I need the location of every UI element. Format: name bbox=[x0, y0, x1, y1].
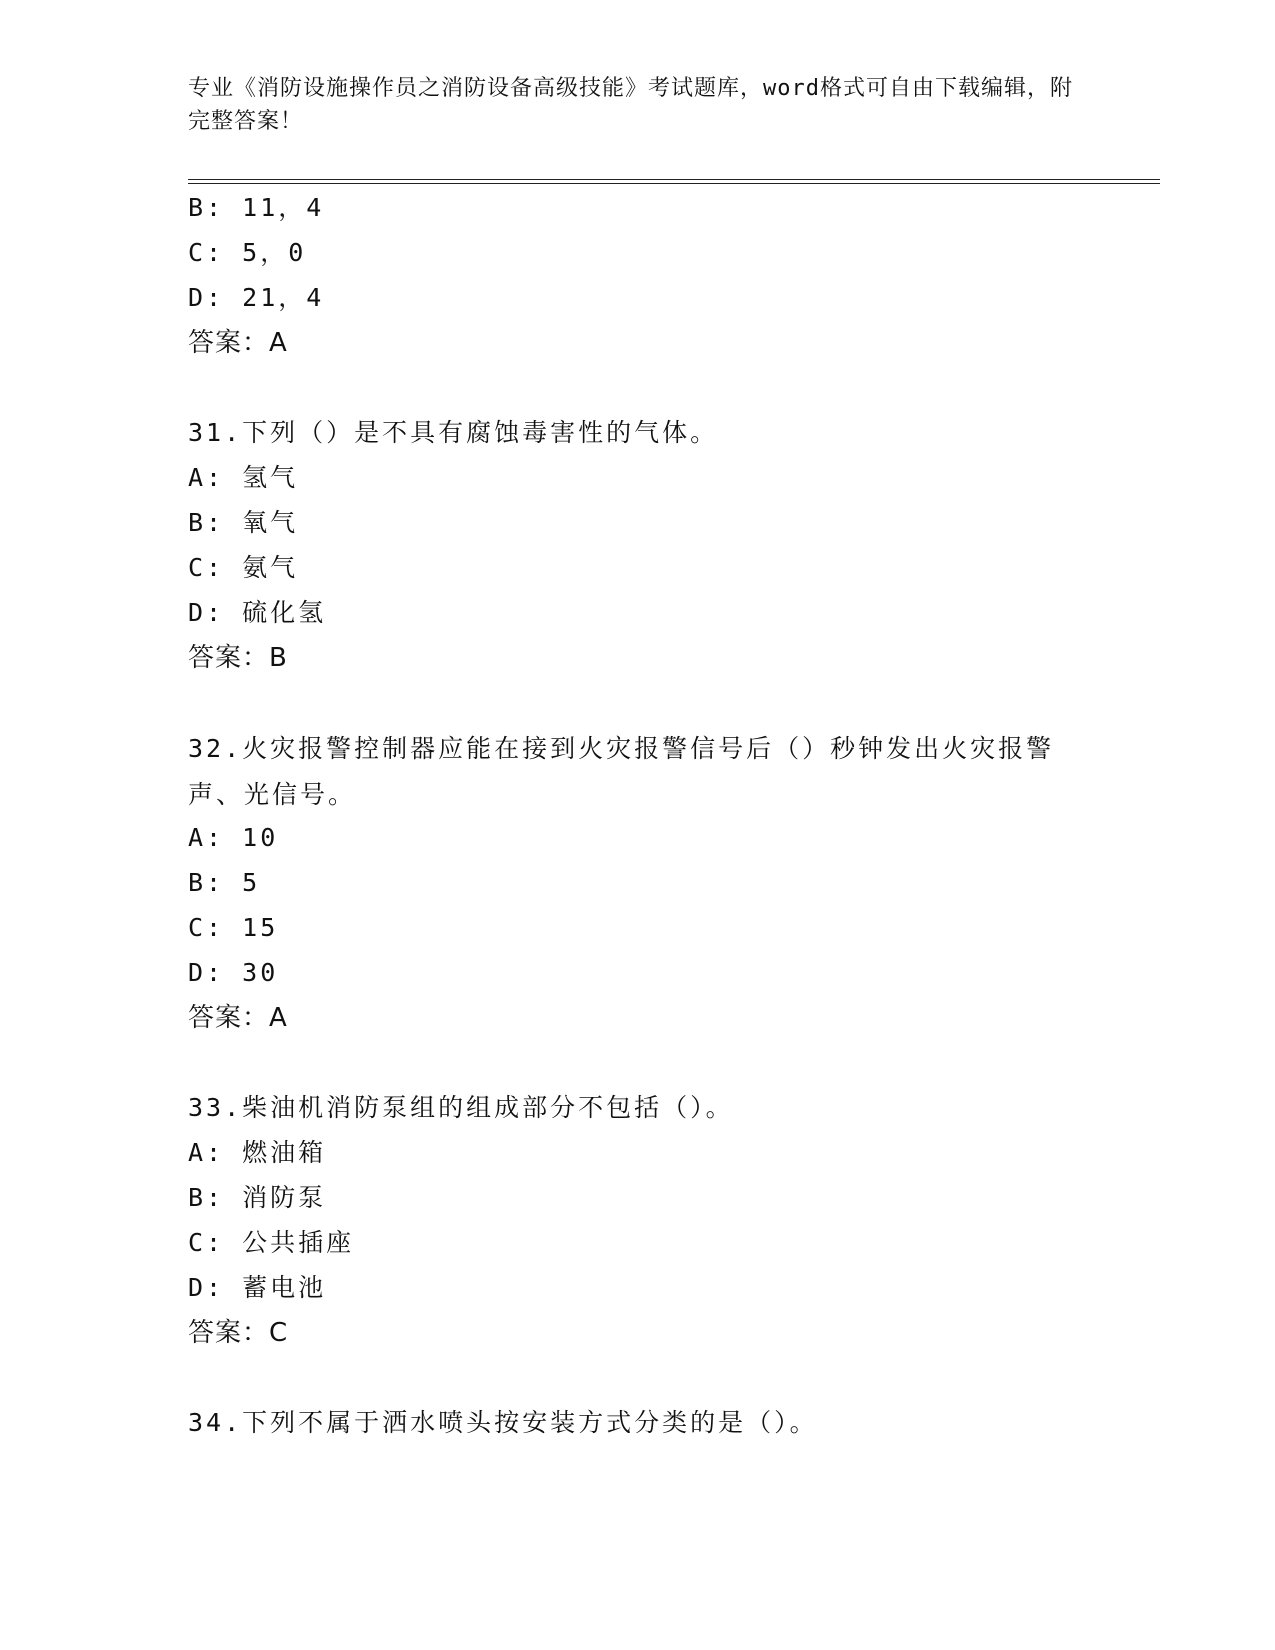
header-divider-bottom bbox=[188, 183, 1160, 184]
question-34-stem: 34.下列不属于洒水喷头按安装方式分类的是（）。 bbox=[188, 1408, 818, 1437]
prev-answer: 答案：A bbox=[188, 328, 288, 358]
question-33-option-c: C: 公共插座 bbox=[188, 1228, 355, 1257]
header-divider-top bbox=[188, 179, 1160, 180]
question-31-stem: 31.下列（）是不具有腐蚀毒害性的气体。 bbox=[188, 418, 719, 447]
question-32-option-d: D: 30 bbox=[188, 958, 279, 987]
question-31-option-c: C: 氨气 bbox=[188, 553, 299, 582]
question-31-option-d: D: 硫化氢 bbox=[188, 598, 327, 627]
question-33-answer: 答案：C bbox=[188, 1318, 289, 1348]
question-31-option-b: B: 氧气 bbox=[188, 508, 299, 537]
question-32-stem: 32.火灾报警控制器应能在接到火灾报警信号后（）秒钟发出火灾报警声、光信号。 bbox=[188, 734, 1055, 809]
question-33-option-d: D: 蓄电池 bbox=[188, 1273, 327, 1302]
question-31-answer: 答案：B bbox=[188, 643, 288, 673]
question-33-option-b: B: 消防泵 bbox=[188, 1183, 327, 1212]
question-33-option-a: A: 燃油箱 bbox=[188, 1138, 327, 1167]
prev-option-d: D: 21，4 bbox=[188, 283, 325, 312]
question-31-option-a: A: 氢气 bbox=[188, 463, 299, 492]
question-32-option-c: C: 15 bbox=[188, 913, 279, 942]
prev-option-b: B: 11，4 bbox=[188, 193, 325, 222]
question-32-answer: 答案：A bbox=[188, 1003, 288, 1033]
question-32-option-b: B: 5 bbox=[188, 868, 261, 897]
document-header: 专业《消防设施操作员之消防设备高级技能》考试题库，word格式可自由下载编辑，附完整答案！ bbox=[188, 76, 1073, 134]
question-33-stem: 33.柴油机消防泵组的组成部分不包括（）。 bbox=[188, 1093, 734, 1122]
prev-option-c: C: 5，0 bbox=[188, 238, 307, 267]
question-32-option-a: A: 10 bbox=[188, 823, 279, 852]
